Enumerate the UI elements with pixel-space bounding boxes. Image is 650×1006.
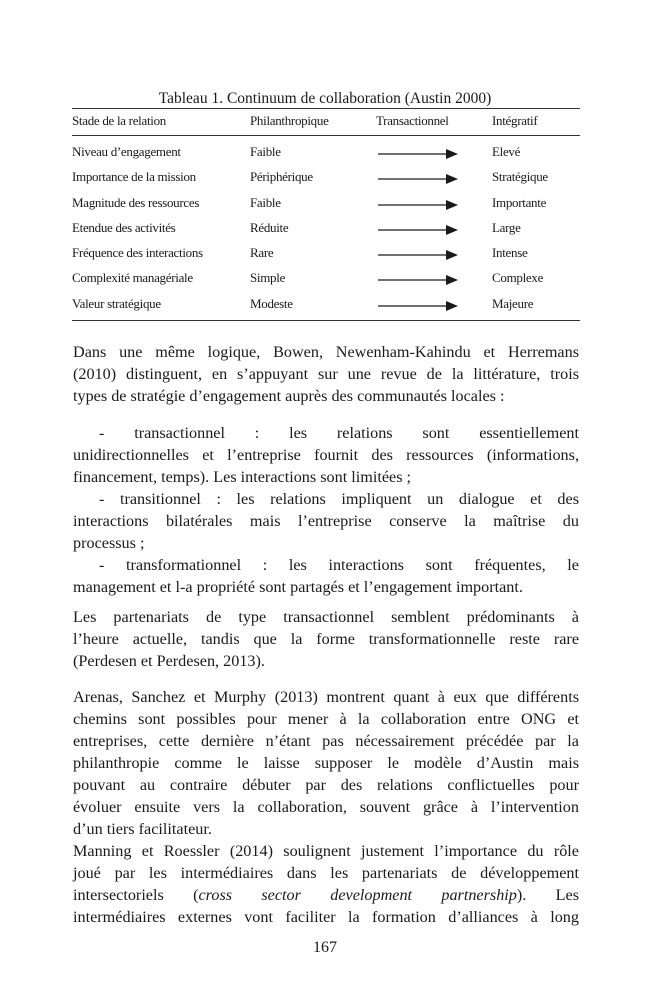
cell-philanthropic: Modeste — [250, 295, 293, 311]
cell-integrative: Stratégique — [492, 169, 548, 185]
arrow-right-icon — [378, 301, 458, 311]
text-line: interactions bilatérales mais l’entreprise conserve la maîtrise du — [73, 512, 579, 530]
text-line: types de stratégie d’engagement auprès des communautés locales : — [73, 387, 505, 405]
text-line: philanthropie comme le laisse supposer le modèle d’Austin mais — [73, 754, 579, 772]
cell-stage: Complexité managériale — [72, 270, 193, 286]
cell-stage: Niveau d’engagement — [72, 144, 181, 159]
cell-philanthropic: Faible — [250, 194, 281, 210]
arrow-right-icon — [378, 174, 458, 184]
text-line: financement, temps). Les interactions sont limitées ; — [73, 468, 412, 486]
arrow-right-icon — [378, 250, 458, 260]
cell-stage: Magnitude des ressources — [72, 194, 200, 210]
page-number: 167 — [313, 939, 337, 956]
header-stage: Stade de la relation — [72, 113, 166, 128]
text-line: joué par les intermédiaires dans les partenariats de développement — [73, 864, 579, 882]
table-row — [72, 140, 580, 165]
text-line: évoluer ensuite vers la collaboration, souvent grâce à l’intervention — [73, 798, 579, 816]
text-line: Les partenariats de type transactionnel semblent prédominants à — [73, 608, 579, 626]
arrow-right-icon — [378, 225, 458, 235]
cell-philanthropic: Rare — [250, 245, 274, 261]
text-line: chemins sont possibles pour mener à la collaboration entre ONG et — [73, 710, 579, 728]
text-line: (Perdesen et Perdesen, 2013). — [73, 652, 265, 670]
header-integrative: Intégratif — [492, 113, 538, 128]
cell-philanthropic: Réduite — [250, 219, 289, 235]
text-line: intersectoriels (cross sector development partnership). Les — [73, 886, 580, 904]
cell-stage: Fréquence des interactions — [72, 245, 203, 261]
text-line: unidirectionnelles et l’entreprise fournit des ressources (informations, — [73, 446, 579, 464]
text-line: intermédiaires externes vont faciliter la formation d’alliances à long — [73, 908, 579, 926]
cell-integrative: Large — [492, 219, 521, 235]
table-row — [72, 216, 580, 241]
paragraph-arenas-manning — [73, 686, 579, 928]
text-line: processus ; — [73, 534, 145, 552]
cell-integrative: Intense — [492, 245, 528, 261]
table-row — [72, 191, 580, 216]
arrow-right-icon — [378, 149, 458, 159]
table-row — [72, 165, 580, 190]
collaboration-table — [72, 108, 580, 321]
text-line: Dans une même logique, Bowen, Newenham-Kahindu et Herremans — [73, 343, 579, 361]
paragraph-transactional-predominance — [73, 606, 579, 672]
table-row — [72, 292, 580, 317]
header-transactional: Transactionnel — [376, 113, 449, 128]
cell-stage: Etendue des activités — [72, 219, 176, 235]
text-line: - transactionnel : les relations sont essentiellement — [99, 424, 579, 442]
cell-stage: Importance de la mission — [72, 169, 196, 185]
text-line: - transitionnel : les relations impliquent un dialogue et des — [99, 490, 579, 508]
cell-integrative: Elevé — [492, 144, 521, 159]
cell-integrative: Complexe — [492, 270, 544, 286]
cell-philanthropic: Faible — [250, 144, 281, 159]
cell-stage: Valeur stratégique — [72, 295, 161, 311]
text-line: l’heure actuelle, tandis que la forme transformationnelle reste rare — [73, 630, 579, 648]
arrow-right-icon — [378, 275, 458, 285]
cell-integrative: Majeure — [492, 295, 534, 311]
text-line: Manning et Roessler (2014) soulignent justement l’importance du rôle — [73, 842, 579, 860]
table-row — [72, 266, 580, 291]
text-line: - transformationnel : les interactions sont fréquentes, le — [99, 556, 579, 574]
text-line: pouvant au contraire débuter par des relations conflictuelles pour — [73, 776, 579, 794]
cell-philanthropic: Simple — [250, 270, 286, 286]
header-philanthropic: Philanthropique — [250, 113, 329, 128]
table-row — [72, 241, 580, 266]
paragraph-strategy-list — [73, 422, 579, 598]
text-line: d’un tiers facilitateur. — [73, 820, 212, 838]
table-caption: Tableau 1. Continuum de collaboration (Austin 2000) — [158, 90, 492, 107]
text-line: entreprises, cette dernière n’étant pas nécessairement précédée par la — [73, 732, 579, 750]
text-line: management et l-a propriété sont partagés et l’engagement important. — [73, 578, 523, 596]
arrow-right-icon — [378, 200, 458, 210]
text-line: (2010) distinguent, en s’appuyant sur une revue de la littérature, trois — [73, 365, 579, 383]
cell-philanthropic: Périphérique — [250, 169, 313, 185]
text-line: Arenas, Sanchez et Murphy (2013) montrent quant à eux que différents — [73, 688, 579, 706]
cell-integrative: Importante — [492, 194, 547, 210]
table-body — [72, 136, 580, 320]
table-header-row — [72, 109, 580, 135]
paragraph-engagement-strategies — [73, 341, 579, 407]
table-bottom-rule — [72, 320, 580, 321]
italic-term: cross sector development partnership — [198, 886, 517, 904]
